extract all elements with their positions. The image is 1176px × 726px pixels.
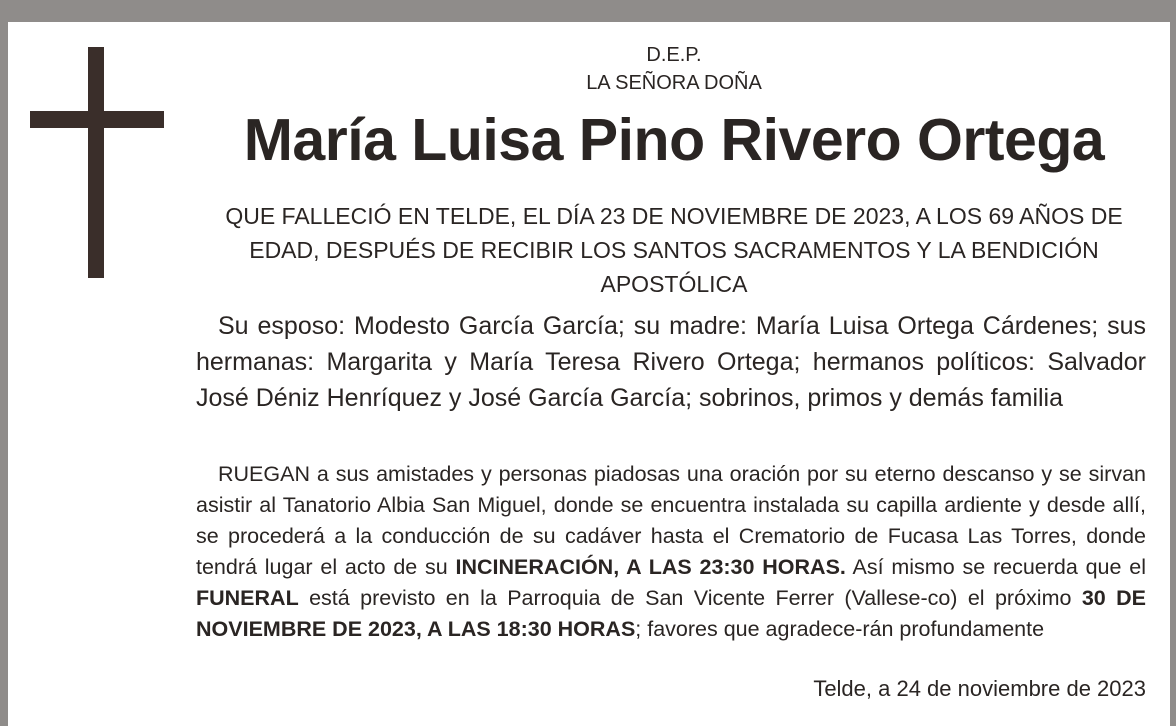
deceased-name: María Luisa Pino Rivero Ortega [243, 107, 1105, 173]
ruegan-text-3: está previsto en la Parroquia de San Vicente Ferrer (Vallese-co) el próximo [298, 586, 1082, 610]
place-date-line: Telde, a 24 de noviembre de 2023 [813, 676, 1146, 701]
cross-horizontal-bar [30, 111, 164, 128]
cross-vertical-bar [88, 47, 104, 278]
relatives-paragraph [196, 308, 1146, 416]
death-notice-text: QUE FALLECIÓ EN TELDE, EL DÍA 23 DE NOVIEMBRE DE 2023, A LOS 69 AÑOS DE EDAD, DESPUÉS DE RECIBIR LOS SANTOS SACRAMENTOS Y LA BENDICIÓN APOSTÓLICA [225, 203, 1123, 297]
ruegan-text-2: Así mismo se recuerda que el [845, 555, 1146, 579]
ruegan-paragraph [196, 459, 1146, 645]
funeral-date: 30 DE NOVIEMBRE DE 2023, A LAS 18:30 HORAS [196, 586, 1146, 641]
relatives-text: Su esposo: Modesto García García; su madre: María Luisa Ortega Cárdenes; sus hermanas: Margarita y María Teresa Rivero Ortega; hermanos políticos: Salvador José Déniz Henríquez y José García García; sobrinos, primos y demás familia [196, 312, 1146, 412]
honorific-heading: LA SEÑORA DOÑA [586, 72, 762, 94]
funeral-label: FUNERAL [196, 586, 299, 610]
dep-heading: D.E.P. [646, 44, 702, 66]
ruegan-text-1: RUEGAN a sus amistades y personas piadosas una oración por su eterno descanso y se sirvan asistir al Tanatorio Albia San Miguel, donde se encuentra instalada su capilla ardiente y desde allí, se procederá a la conducción de su cadáver hasta el Crematorio de Fucasa Las Torres, donde tendrá lugar el acto de su [196, 462, 1146, 579]
ruegan-text-4: ; favores que agradece-rán profundamente [635, 617, 1045, 641]
incineration-time: INCINERACIÓN, A LAS 23:30 HORAS. [455, 555, 846, 579]
